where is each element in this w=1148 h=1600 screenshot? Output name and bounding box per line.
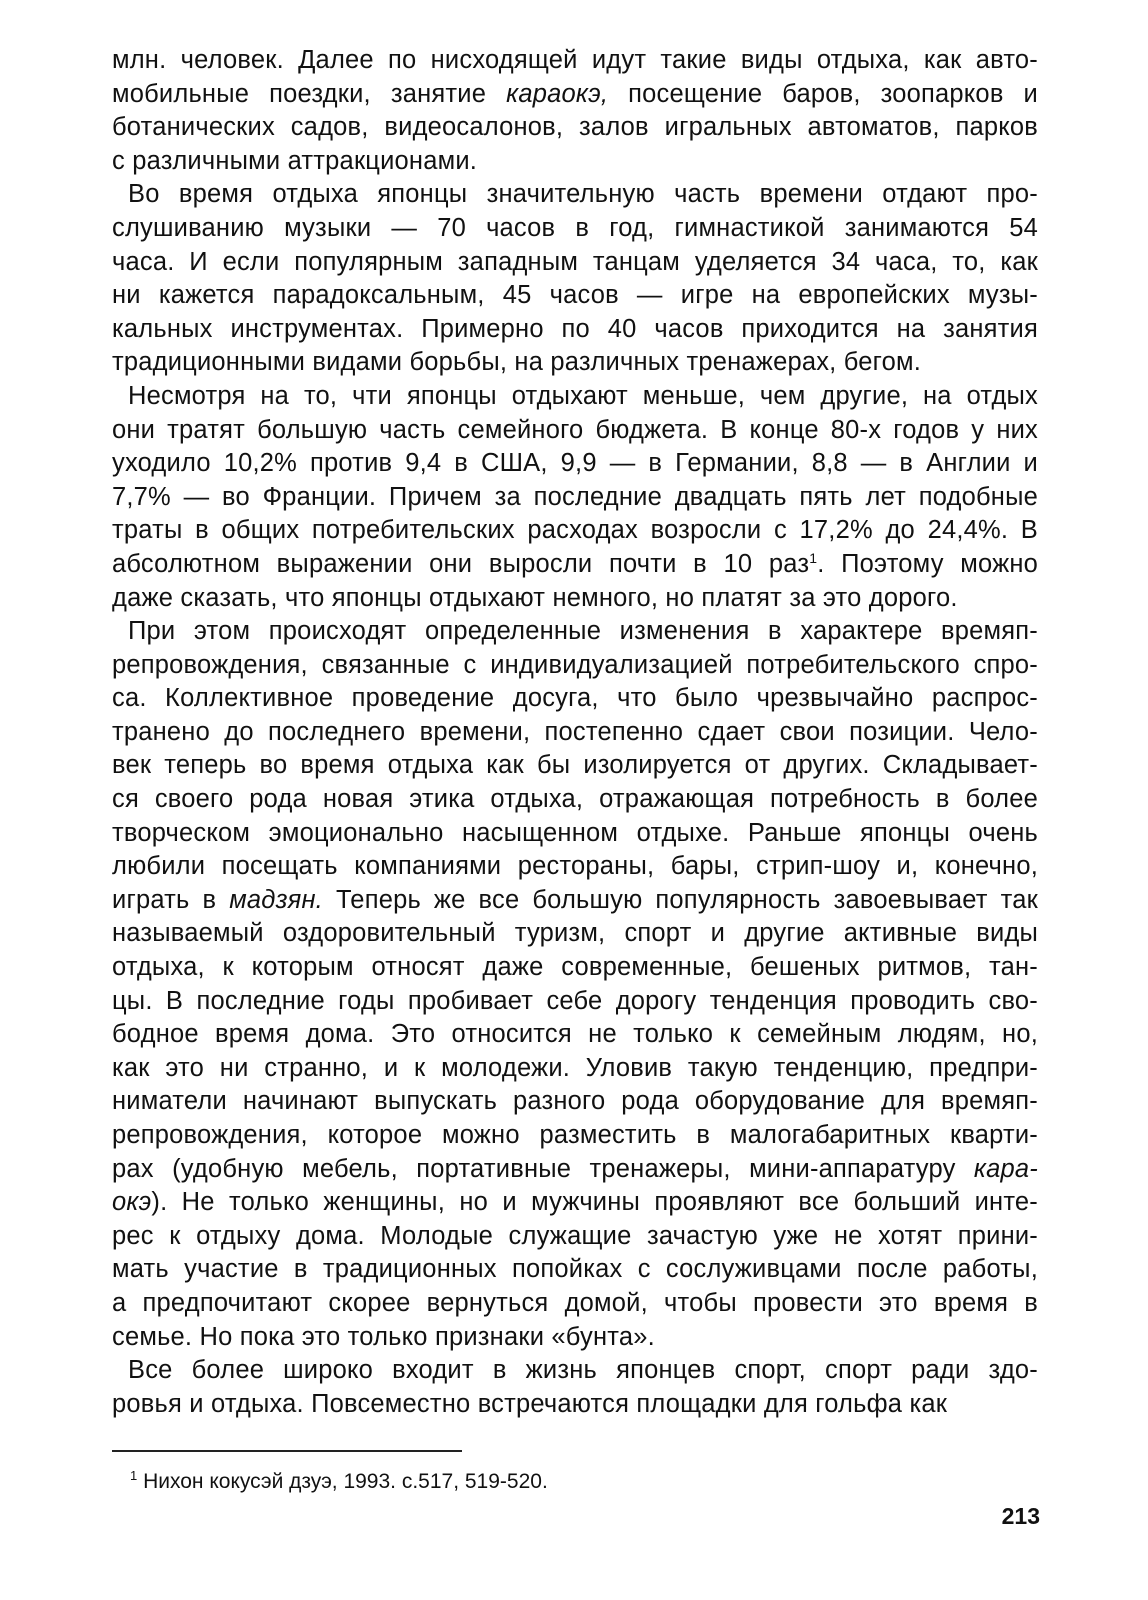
text-line: часа. И если популярным западным танцам уделяется 34 часа, то, как — [112, 247, 1038, 276]
text-line: са. Коллективное проведение досуга, что было чрезвычайно распрос- — [112, 684, 1038, 713]
text-line: они тратят большую часть семейного бюджета. В конце 80-х годов у них — [112, 415, 1038, 444]
footnote-divider — [112, 1450, 462, 1452]
italic-term: кара- — [973, 1154, 1038, 1183]
text-line: бодное время дома. Это относится не только к семейным людям, но, — [112, 1020, 1038, 1049]
paragraph — [112, 380, 1038, 615]
text-line: творческом эмоционально насыщенном отдыхе. Раньше японцы очень — [112, 818, 1038, 847]
text-line: рес к отдыху дома. Молодые служащие зачастую уже не хотят прини- — [112, 1221, 1038, 1250]
page-number: 213 — [1001, 1503, 1040, 1529]
text-line: а предпочитают скорее вернуться домой, чтобы провести это время в — [112, 1288, 1038, 1317]
text-line: кальных инструментах. Примерно по 40 часов приходится на занятия — [112, 314, 1038, 343]
text-line: даже сказать, что японцы отдыхают немного, но платят за это дорого. — [112, 583, 958, 612]
paragraph — [112, 615, 1038, 1354]
paragraph — [112, 178, 1038, 380]
text-line: абсолютном выражении они выросли почти в 10 раз$^1$. Поэтому можно — [112, 549, 1039, 578]
text-line: как это ни странно, и к молодежи. Уловив такую тенденцию, предпри- — [112, 1053, 1038, 1082]
text-line: ни кажется парадоксальным, 45 часов — игре на европейских музы- — [112, 281, 1038, 310]
text-line: мать участие в традиционных попойках с сослуживцами после работы, — [112, 1255, 1038, 1284]
text-line: с различными аттракционами. — [112, 146, 478, 175]
text-line: называемый оздоровительный туризм, спорт и другие активные виды — [112, 919, 1038, 948]
text-line: Все более широко входит в жизнь японцев спорт, спорт ради здо- — [128, 1356, 1038, 1385]
body-text — [112, 44, 1038, 1421]
italic-term: мадзян. — [229, 885, 323, 914]
text-line: репровождения, связанные с индивидуализацией потребительского спро- — [112, 650, 1038, 679]
text-line: ся своего рода новая этика отдыха, отражающая потребность в более — [112, 785, 1038, 814]
text-line: цы. В последние годы пробивает себе дорогу тенденция проводить сво- — [112, 986, 1038, 1015]
text-line: мобильные поездки, занятие караокэ, посещение баров, зоопарков и — [112, 79, 1039, 108]
text-line: транено до последнего времени, постепенно сдает свои позиции. Чело- — [112, 717, 1038, 746]
text-line: репровождения, которое можно разместить в малогабаритных кварти- — [112, 1121, 1038, 1149]
text-line: играть в мадзян. Теперь же все большую популярность завоевывает так — [112, 885, 1038, 914]
paragraph — [112, 44, 1038, 178]
text-line: рах (удобную мебель, портативные тренажеры, мини-аппаратуру кара- — [112, 1154, 1038, 1183]
text-line: любили посещать компаниями рестораны, бары, стрип-шоу и, конечно, — [112, 852, 1038, 881]
text-line: Несмотря на то, чти японцы отдыхают меньше, чем другие, на отдых — [128, 381, 1038, 410]
text-line: ровья и отдыха. Повсеместно встречаются площадки для гольфа как — [112, 1389, 948, 1418]
text-line: При этом происходят определенные изменения в характере времяп- — [128, 617, 1038, 646]
paragraph — [112, 1354, 1038, 1421]
text-line: традиционными видами борьбы, на различных тренажерах, бегом. — [112, 348, 921, 377]
italic-term: окэ — [112, 1188, 152, 1217]
text-line: млн. человек. Далее по нисходящей идут такие виды отдыха, как авто- — [112, 46, 1038, 74]
text-line: отдыха, к которым относят даже современные, бешеных ритмов, тан- — [112, 953, 1038, 982]
text-line: траты в общих потребительских расходах возросли с 17,2% до 24,4%. В — [112, 516, 1038, 545]
text-line: ботанических садов, видеосалонов, залов игральных автоматов, парков — [112, 113, 1038, 142]
italic-term: караокэ, — [506, 79, 609, 108]
footnote-reference: 1 — [809, 549, 818, 566]
footnote-text: Нихон кокусэй дзуэ, 1993. с.517, 519-520. — [143, 1470, 548, 1493]
text-line: Во время отдыха японцы значительную часть времени отдают про- — [128, 180, 1038, 209]
text-line: слушиванию музыки — 70 часов в год, гимнастикой занимаются 54 — [112, 213, 1038, 242]
text-line: ниматели начинают выпускать разного рода оборудование для времяп- — [112, 1087, 1038, 1116]
text-line: окэ). Не только женщины, но и мужчины проявляют все больший инте- — [112, 1188, 1038, 1217]
text-line: семье. Но пока это только признаки «бунта». — [112, 1322, 655, 1351]
text-line: век теперь во время отдыха как бы изолируется от других. Складывает- — [112, 751, 1038, 780]
text-line: уходило 10,2% против 9,4 в США, 9,9 — в Германии, 8,8 — в Англии и — [112, 449, 1038, 478]
footnote-marker: 1 — [130, 1468, 138, 1483]
text-line: 7,7% — во Франции. Причем за последние двадцать пять лет подобные — [112, 482, 1038, 511]
footnote — [130, 1469, 548, 1495]
